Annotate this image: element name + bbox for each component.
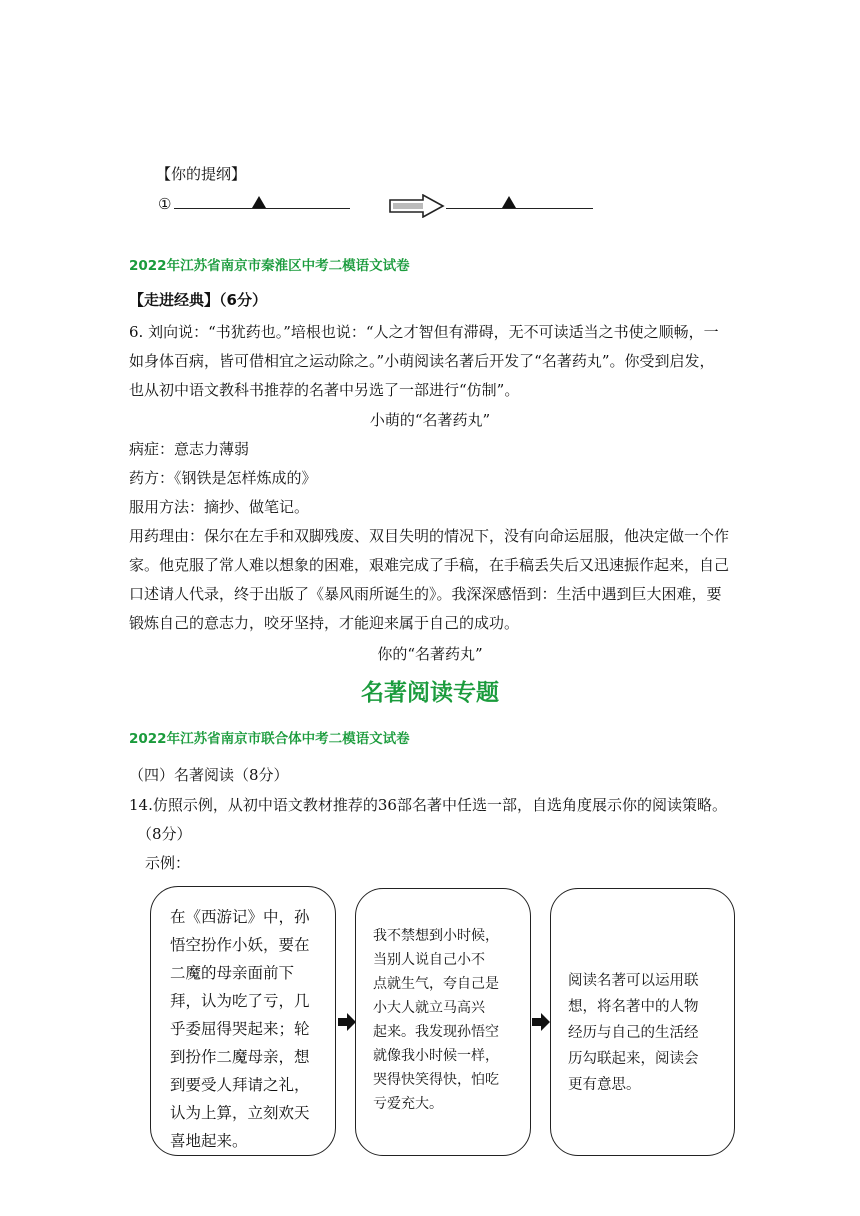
question-text-line: 如身体百病，皆可借相宜之运动除之。”小萌阅读名著后开发了“名著药丸”。你受到启发，: [129, 352, 715, 370]
answer-blank-2: [446, 208, 593, 209]
triangle-marker-icon: [502, 196, 516, 208]
item-line: 药方：《钢铁是怎样炼成的》: [129, 469, 317, 487]
item-line: 家。他克服了常人难以想象的困难，艰难完成了手稿，在手稿丢失后又迅速振作起来，自己: [129, 556, 730, 574]
section-heading: 2022年江苏省南京市秦淮区中考二模语文试卷: [129, 258, 410, 274]
triangle-marker-icon: [252, 196, 266, 208]
item-line: 锻炼自己的意志力，咬牙坚持，才能迎来属于自己的成功。: [129, 614, 520, 632]
question-text-line: 也从初中语文教科书推荐的名著中另选了一部进行“仿制”。: [129, 381, 520, 399]
question-text-line: 6. 刘向说：“书犹药也。”培根也说：“人之才智但有滞碍，无不可读适当之书使之顺畅，一: [129, 323, 719, 341]
item-line: 口述请人代录，终于出版了《暴风雨所诞生的》。我深深感悟到：生活中遇到巨大困难，要: [129, 585, 722, 603]
answer-blank-1: [174, 208, 350, 209]
question-points: （8分）: [137, 825, 192, 843]
question-text-line: 14.仿照示例，从初中语文教材推荐的36部名著中任选一部，自选角度展示你的阅读策略。: [129, 796, 727, 814]
section-heading: 2022年江苏省南京市联合体中考二模语文试卷: [129, 731, 410, 747]
item-line: 用药理由：保尔在左手和双脚残废、双目失明的情况下，没有向命运屈服，他决定做一个作: [129, 527, 730, 545]
item-line: 服用方法：摘抄、做笔记。: [129, 498, 310, 516]
part-label: （四）名著阅读（8分）: [129, 766, 289, 784]
outline-label: 【你的提纲】: [156, 165, 247, 183]
subheading: 【走进经典】（6分）: [129, 291, 267, 309]
example-box-1-text: 在《西游记》中，孙 悟空扮作小妖，要在 二魔的母亲面前下 拜，认为吃了亏，几 乎委屈得哭起来；轮 到扮作二魔母亲，想 到要受人拜请之礼， 认为上算，立刻欢天 喜地起来。: [170, 908, 310, 1150]
right-arrow-icon: [389, 194, 445, 218]
example-box-2-text: 我不禁想到小时候， 当别人说自己小不 点就生气，夸自己是 小大人就立马高兴 起来。我发现孙悟空 就像我小时候一样， 哭得快笑得快，怕吃 亏爱充大。: [373, 928, 499, 1112]
page-title: 名著阅读专题: [361, 680, 499, 706]
your-pill-title: 你的“名著药丸”: [377, 645, 483, 663]
item-line: 病症：意志力薄弱: [129, 440, 250, 458]
pill-title: 小萌的“名著药丸”: [369, 411, 491, 429]
right-arrow-icon: [532, 1013, 550, 1031]
circle-number-one: ①: [158, 195, 172, 213]
right-arrow-icon: [338, 1013, 356, 1031]
example-box-3-text: 阅读名著可以运用联 想，将名著中的人物 经历与自己的生活经 历勾联起来，阅读会 更有意思。: [568, 973, 699, 1093]
example-label: 示例：: [145, 854, 191, 872]
